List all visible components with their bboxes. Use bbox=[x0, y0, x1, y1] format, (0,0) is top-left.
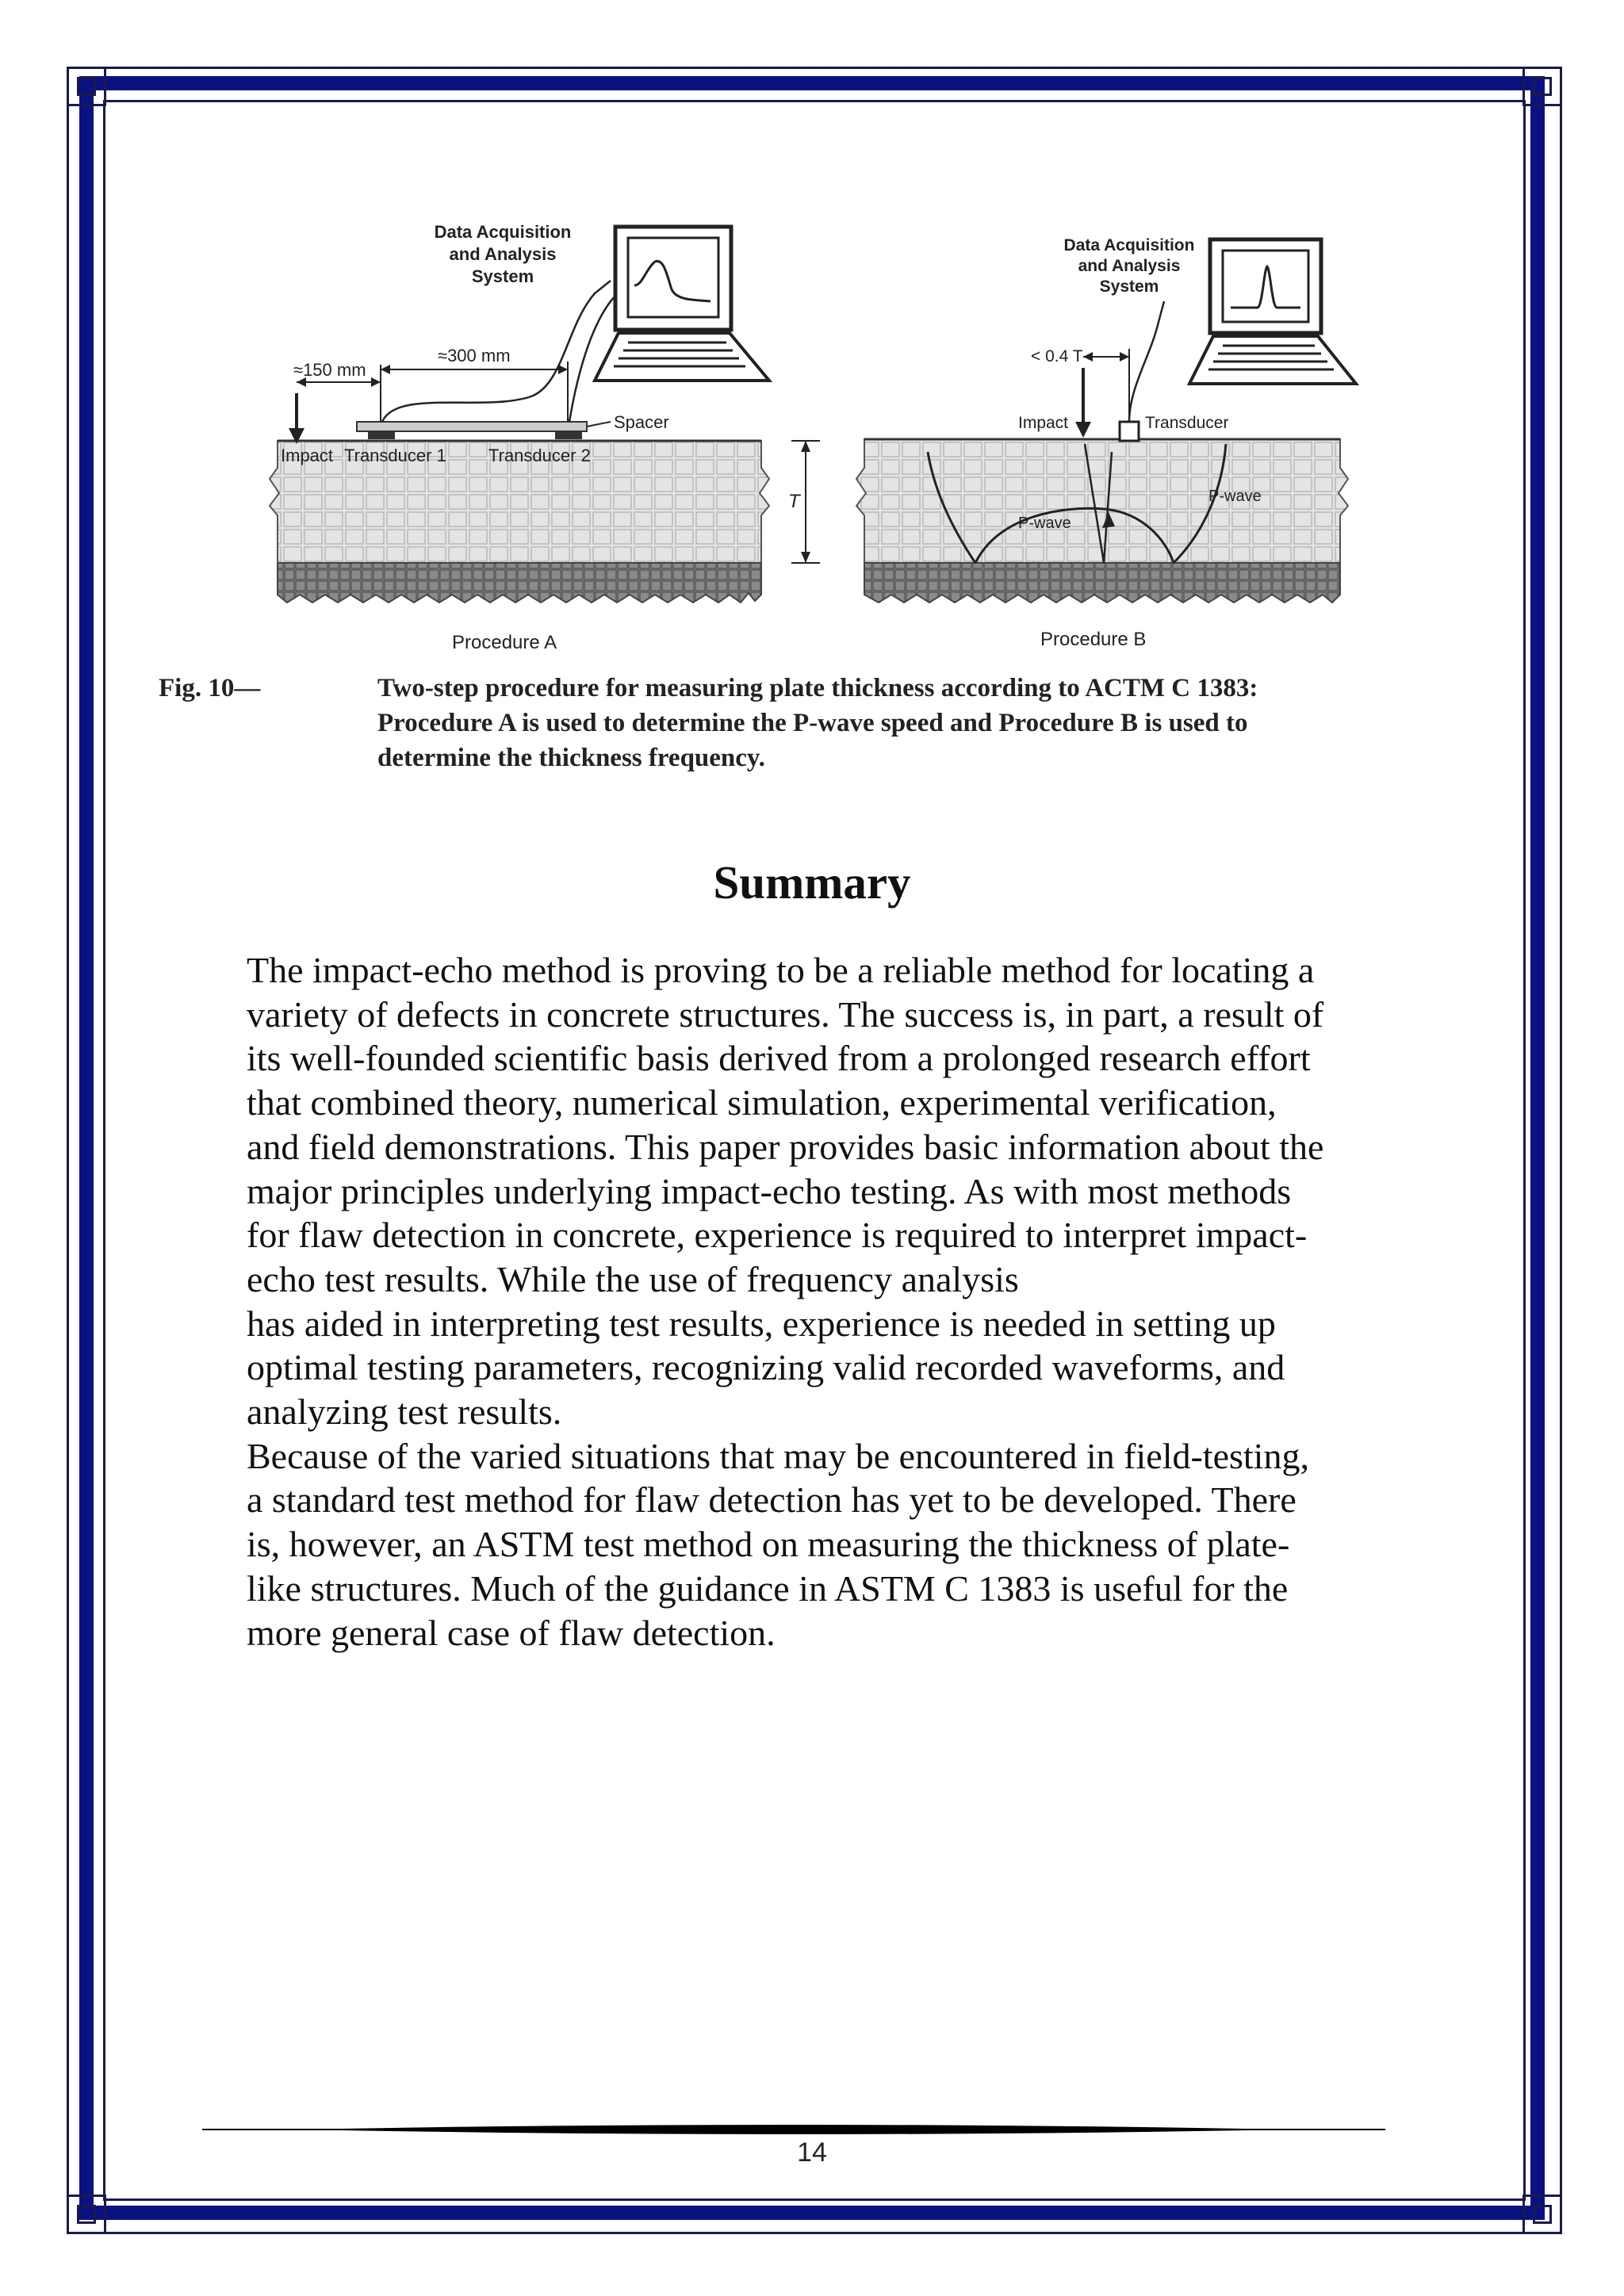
figure-impact-echo-procedures bbox=[262, 214, 1372, 666]
frame-corner-ornament bbox=[67, 2195, 106, 2234]
dimension-300mm-label: ≈300 mm bbox=[438, 346, 511, 365]
caption-label: Fig. 10— bbox=[159, 674, 261, 702]
paragraph-line: major principles underlying impact-echo testing. As with most methods bbox=[247, 1170, 1292, 1211]
paragraph-line: its well-founded scientific basis derived from a prolonged research effort bbox=[247, 1038, 1311, 1079]
paragraph-line: is, however, an ASTM test method on measuring the thickness of plate- bbox=[247, 1524, 1290, 1565]
procedure-a-system-label: and Analysis bbox=[449, 244, 557, 264]
transducer-label: Transducer bbox=[1145, 414, 1229, 432]
frame-corner-ornament bbox=[1522, 2195, 1562, 2234]
summary-paragraph bbox=[247, 948, 1436, 1655]
procedure-a-system-label: System bbox=[471, 266, 534, 286]
frame-corner-ornament bbox=[1522, 67, 1562, 106]
paragraph-line: like structures. Much of the guidance in ASTM C 1383 is useful for the bbox=[247, 1567, 1289, 1609]
caption-text: determine the thickness frequency. bbox=[377, 744, 765, 772]
procedure-b-title: Procedure B bbox=[1040, 629, 1147, 650]
caption-text: Procedure A is used to determine the P-wave speed and Procedure B is used to bbox=[377, 709, 1248, 737]
procedure-a-title: Procedure A bbox=[452, 632, 557, 653]
p-wave-label: P-wave bbox=[1018, 515, 1071, 532]
thickness-symbol: T bbox=[788, 491, 800, 512]
paragraph-line: variety of defects in concrete structures. The success is, in part, a result of bbox=[247, 993, 1324, 1035]
transducer-2-label: Transducer 2 bbox=[488, 446, 591, 465]
caption-line-2 bbox=[268, 706, 1362, 740]
paragraph-line: analyzing test results. bbox=[247, 1391, 562, 1433]
paragraph-line: and field demonstrations. This paper provides basic information about the bbox=[247, 1126, 1324, 1167]
procedure-b-diagram bbox=[856, 236, 1356, 650]
paragraph-line: has aided in interpreting test results, experience is needed in setting up bbox=[247, 1303, 1276, 1344]
section-heading: Summary bbox=[713, 856, 911, 909]
paragraph-line: optimal testing parameters, recognizing valid recorded waveforms, and bbox=[247, 1347, 1285, 1388]
caption-line-1 bbox=[159, 671, 1362, 706]
footer-divider bbox=[202, 2122, 1385, 2137]
caption-line-3 bbox=[268, 740, 1362, 775]
impact-label: Impact bbox=[1018, 414, 1069, 432]
frame-corner-ornament bbox=[67, 67, 106, 106]
paragraph-line: more general case of flaw detection. bbox=[247, 1612, 776, 1653]
paragraph-line: for flaw detection in concrete, experience is required to interpret impact- bbox=[247, 1215, 1308, 1256]
dimension-0-4t-label: < 0.4 T bbox=[1031, 347, 1083, 365]
caption-text: Two-step procedure for measuring plate thickness according to ACTM C 1383: bbox=[377, 674, 1258, 702]
procedure-b-system-label: Data Acquisition bbox=[1063, 236, 1195, 254]
p-wave-label: P-wave bbox=[1208, 488, 1262, 505]
paragraph-line: that combined theory, numerical simulation, experimental verification, bbox=[247, 1082, 1277, 1123]
thickness-marker bbox=[788, 441, 820, 563]
page-number: 14 bbox=[797, 2137, 827, 2168]
figure-caption bbox=[159, 671, 1362, 775]
paragraph-line: Because of the varied situations that may be encountered in field-testing, bbox=[247, 1435, 1309, 1476]
paragraph-line: a standard test method for flaw detection has yet to be developed. There bbox=[247, 1479, 1297, 1521]
paragraph-line: The impact-echo method is proving to be a reliable method for locating a bbox=[247, 950, 1315, 990]
impact-label: Impact bbox=[281, 446, 334, 465]
dimension-150mm-label: ≈150 mm bbox=[293, 360, 366, 380]
transducer-1-label: Transducer 1 bbox=[344, 446, 446, 465]
procedure-b-system-label: and Analysis bbox=[1078, 257, 1181, 275]
procedure-a-diagram bbox=[270, 222, 769, 653]
procedure-b-system-label: System bbox=[1099, 277, 1159, 296]
procedure-a-system-label: Data Acquisition bbox=[434, 222, 572, 242]
paragraph-line: echo test results. While the use of frequency analysis bbox=[247, 1258, 1019, 1299]
spacer-label: Spacer bbox=[614, 412, 669, 432]
